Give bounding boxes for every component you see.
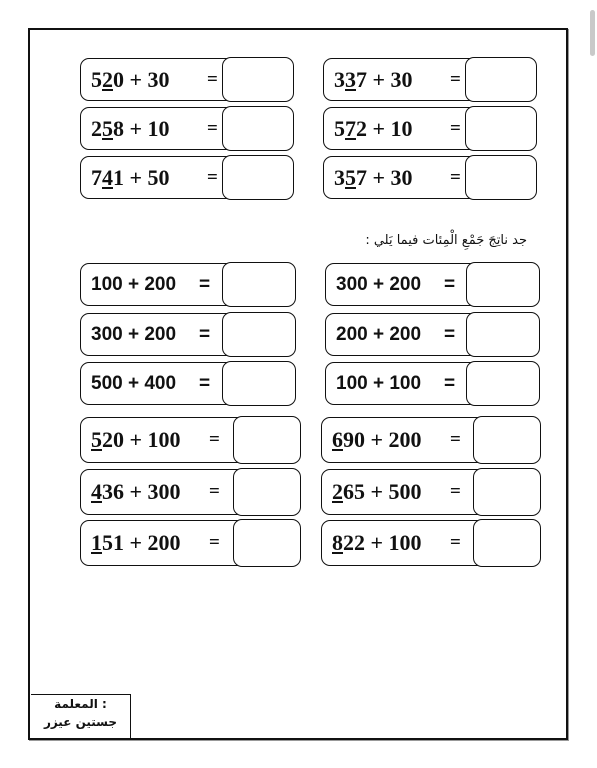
problem-row	[80, 417, 300, 463]
problem-digit: 7	[345, 115, 356, 141]
problem-row	[321, 469, 540, 515]
problem-addend: + 10	[367, 115, 413, 141]
answer-box[interactable]	[465, 57, 537, 102]
problem-expression: 300 + 200	[336, 273, 422, 295]
teacher-box	[31, 694, 131, 739]
problem-row	[323, 156, 536, 199]
problem-expression	[91, 470, 181, 514]
problem-row	[321, 520, 540, 566]
problem-addend: + 100	[124, 427, 181, 452]
answer-box[interactable]	[222, 312, 296, 357]
answer-box[interactable]	[222, 262, 296, 307]
answer-box[interactable]	[233, 468, 301, 516]
equals-sign: =	[209, 532, 220, 553]
problem-row	[323, 107, 536, 150]
equals-sign: =	[209, 429, 220, 450]
problem-digit: 5	[334, 115, 345, 141]
answer-box[interactable]	[222, 106, 294, 151]
answer-box[interactable]	[233, 416, 301, 464]
equals-sign: =	[444, 323, 456, 345]
problem-expression	[332, 470, 422, 514]
problem-addend: + 50	[124, 164, 170, 190]
problem-row	[80, 362, 295, 405]
equals-sign: =	[209, 481, 220, 502]
problem-digit: 2	[102, 66, 113, 92]
problem-digit: 5	[354, 479, 365, 504]
problem-digit: 5	[91, 66, 102, 92]
problem-digit: 7	[356, 164, 367, 190]
problem-digit: 2	[343, 530, 354, 555]
problem-digit: 1	[91, 530, 102, 555]
problem-row	[80, 107, 293, 150]
problem-digit: 3	[334, 66, 345, 92]
problem-addend: + 300	[124, 479, 181, 504]
answer-box[interactable]	[465, 155, 537, 200]
problem-digit: 1	[113, 164, 124, 190]
problem-digit: 8	[113, 115, 124, 141]
problem-expression: 300 + 200	[91, 323, 177, 345]
problem-digit: 4	[91, 479, 102, 504]
problem-digit: 2	[332, 479, 343, 504]
problem-expression	[91, 418, 181, 462]
problem-row	[323, 58, 536, 101]
problem-row	[80, 156, 293, 199]
problem-addend: + 10	[124, 115, 170, 141]
problem-digit: 6	[113, 479, 124, 504]
problem-digit: 1	[113, 530, 124, 555]
problem-digit: 5	[91, 427, 102, 452]
problem-digit: 9	[343, 427, 354, 452]
problem-expression	[334, 59, 413, 100]
problem-digit: 2	[91, 115, 102, 141]
problem-addend: + 30	[124, 66, 170, 92]
answer-box[interactable]	[466, 262, 540, 307]
problem-expression	[334, 108, 413, 149]
problem-digit: 0	[113, 66, 124, 92]
problem-digit: 2	[354, 530, 365, 555]
problem-row	[321, 417, 540, 463]
equals-sign: =	[199, 372, 211, 394]
problem-expression	[332, 418, 422, 462]
problem-addend: + 200	[124, 530, 181, 555]
problem-digit: 4	[102, 164, 113, 190]
equals-sign: =	[207, 117, 218, 139]
answer-box[interactable]	[233, 519, 301, 567]
problem-row	[325, 313, 539, 356]
equals-sign: =	[444, 273, 456, 295]
answer-box[interactable]	[222, 155, 294, 200]
problem-row	[325, 362, 539, 405]
problem-expression: 100 + 100	[336, 372, 422, 394]
answer-box[interactable]	[473, 468, 541, 516]
problem-expression	[334, 157, 413, 198]
problem-digit: 2	[356, 115, 367, 141]
problem-digit: 3	[345, 66, 356, 92]
problem-expression	[332, 521, 422, 565]
problem-digit: 0	[354, 427, 365, 452]
problem-expression	[91, 157, 170, 198]
problem-row	[80, 520, 300, 566]
problem-digit: 3	[334, 164, 345, 190]
problem-digit: 7	[91, 164, 102, 190]
problem-digit: 7	[356, 66, 367, 92]
problem-expression	[91, 108, 170, 149]
problem-digit: 5	[102, 530, 113, 555]
equals-sign: =	[199, 273, 211, 295]
problem-expression	[91, 59, 170, 100]
problem-expression: 500 + 400	[91, 372, 177, 394]
equals-sign: =	[450, 481, 461, 502]
problem-addend: + 30	[367, 164, 413, 190]
equals-sign: =	[199, 323, 211, 345]
equals-sign: =	[207, 68, 218, 90]
answer-box[interactable]	[473, 416, 541, 464]
problem-digit: 0	[113, 427, 124, 452]
problem-row	[80, 469, 300, 515]
answer-box[interactable]	[222, 57, 294, 102]
problem-addend: + 30	[367, 66, 413, 92]
equals-sign: =	[450, 532, 461, 553]
answer-box[interactable]	[473, 519, 541, 567]
equals-sign: =	[450, 68, 461, 90]
equals-sign: =	[444, 372, 456, 394]
answer-box[interactable]	[222, 361, 296, 406]
problem-digit: 6	[332, 427, 343, 452]
problem-addend: + 500	[365, 479, 422, 504]
answer-box[interactable]	[466, 312, 540, 357]
problem-expression	[91, 521, 181, 565]
answer-box[interactable]	[466, 361, 540, 406]
answer-box[interactable]	[465, 106, 537, 151]
scrollbar-thumb[interactable]	[590, 10, 595, 56]
problem-digit: 5	[345, 164, 356, 190]
problem-row	[80, 263, 295, 306]
teacher-label: المعلمة :	[54, 697, 107, 711]
equals-sign: =	[450, 117, 461, 139]
problem-addend: + 200	[365, 427, 422, 452]
problem-digit: 5	[102, 115, 113, 141]
problem-row	[80, 58, 293, 101]
problem-digit: 6	[343, 479, 354, 504]
teacher-name: جستين عيزر	[43, 715, 118, 729]
problem-digit: 8	[332, 530, 343, 555]
problem-row	[325, 263, 539, 306]
equals-sign: =	[450, 166, 461, 188]
problem-expression: 200 + 200	[336, 323, 422, 345]
problem-digit: 2	[102, 427, 113, 452]
problem-digit: 3	[102, 479, 113, 504]
equals-sign: =	[207, 166, 218, 188]
problem-expression: 100 + 200	[91, 273, 177, 295]
equals-sign: =	[450, 429, 461, 450]
problem-row	[80, 313, 295, 356]
instruction-text: جد ناتِجَ جَمْعِ الْمِئات فيما يَلي :	[365, 233, 527, 248]
problem-addend: + 100	[365, 530, 422, 555]
